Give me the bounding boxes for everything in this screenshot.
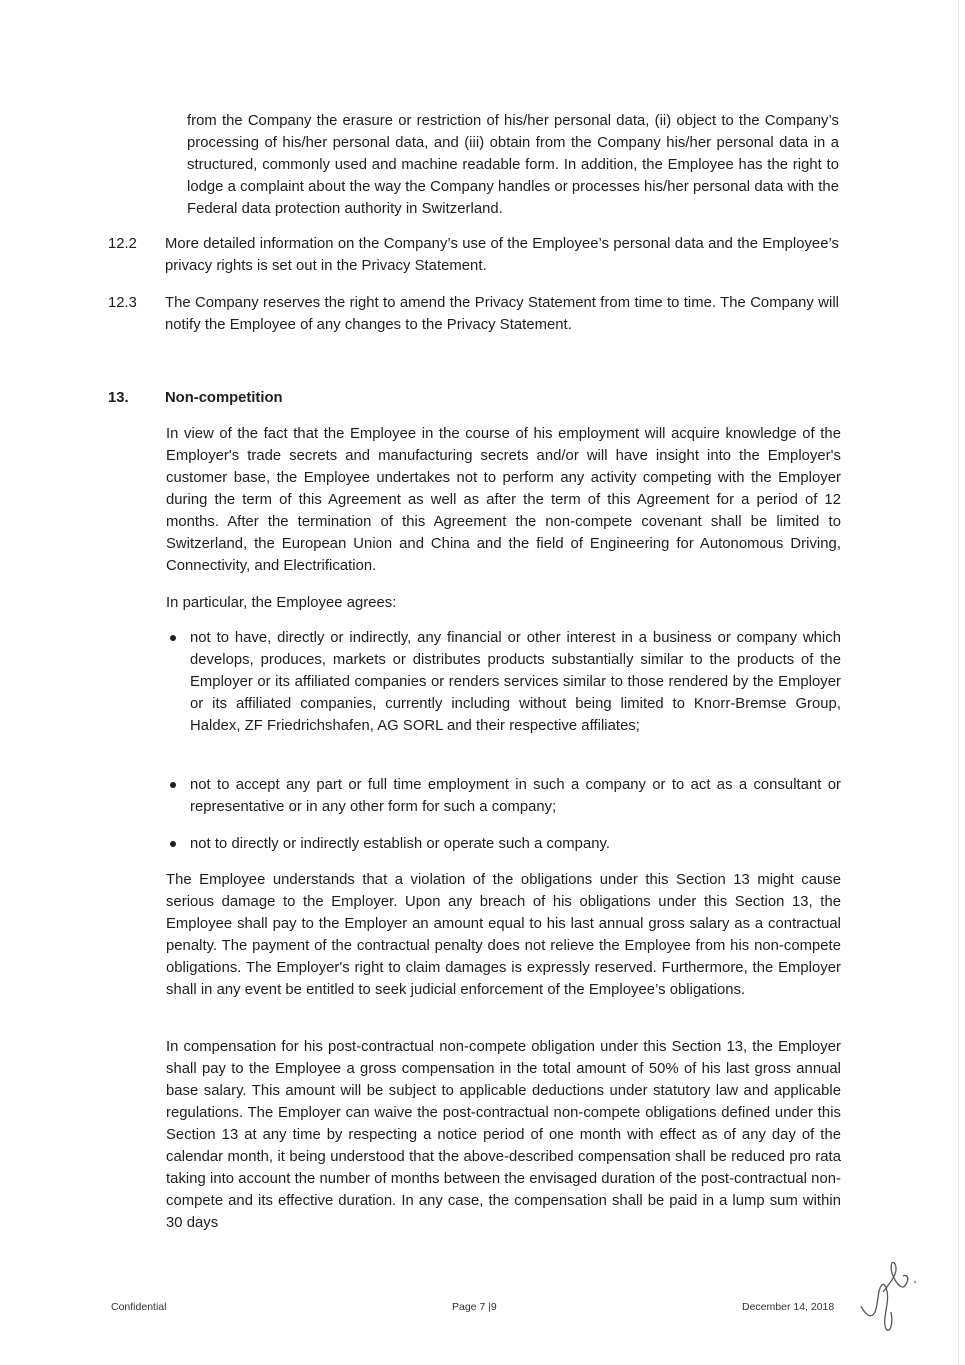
section-13-title: Non-competition [165,390,283,406]
clause-12-3-number: 12.3 [108,295,137,311]
clause-12-2-text: More detailed information on the Company’s use of the Employee’s personal data and the Employee’s privacy rights is set out in the Privacy Statement. [165,236,839,274]
section-13-intro: In view of the fact that the Employee in the course of his employment will acquire knowledge of the Employer's trade secrets and manufacturing secrets and/or will have insight into the Employer's customer base, the Employee undertakes not to perform any activity competing with the Employer during the term of this Agreement as well as after the term of this Agreement for a period of 12 months. After the termination of this Agreement the non-compete covenant shall be limited to Switzerland, the European Union and China and the field of Engineering for Autonomous Driving, Connectivity, and Electrification. [166,426,841,574]
bullet-item: not to accept any part or full time employment in such a company or to act as a consultant or representative or in any other form for such a company; [190,777,841,815]
bullet-item: not to directly or indirectly establish or operate such a company. [190,836,611,852]
footer-date: December 14, 2018 [742,1301,835,1313]
section-13-compensation: In compensation for his post-contractual non-compete obligation under this Section 13, the Employer shall pay to the Employee a gross compensation in the total amount of 50% of his last gross annual base salary. This amount will be subject to applicable deductions under statutory law and applicable regulations. The Employer can waive the post-contractual non-compete obligations defined under this Section 13 at any time by respecting a notice period of one month with effect as of any day of the calendar month, it being understood that the above-described compensation shall be reduced pro rata taking into account the number of months between the envisaged duration of the post-contractual non-compete and its effective duration. In any case, the compensation shall be paid in a lump sum within 30 days [166,1039,841,1231]
section-13-lead: In particular, the Employee agrees: [166,595,397,611]
footer-confidential: Confidential [111,1301,167,1313]
initials-signature [855,1252,925,1332]
bullet-dot [170,841,176,847]
section-13-number: 13. [108,390,129,406]
footer-page-number: Page 7 |9 [452,1301,497,1313]
clause-12-2-number: 12.2 [108,236,137,252]
bullet-item: not to have, directly or indirectly, any financial or other interest in a business or company which develops, produces, markets or distributes products substantially similar to the products of the Employer or its affiliated companies or renders services similar to those rendered by the Employer or its affiliated companies, currently including without being limited to Knorr-Bremse Group, Haldex, ZF Friedrichshafen, AG SORL and their respective affiliates; [190,630,841,734]
bullet-dot [170,782,176,788]
section-13-penalty: The Employee understands that a violation of the obligations under this Section 13 might cause serious damage to the Employer. Upon any breach of his obligations under this Section 13, the Employee shall pay to the Employer an amount equal to his last annual gross salary as a contractual penalty. The payment of the contractual penalty does not relieve the Employee from his non-compete obligations. The Employer's right to claim damages is expressly reserved. Furthermore, the Employer shall in any event be entitled to seek judicial enforcement of the Employee’s obligations. [166,872,841,998]
page-edge [958,0,959,1365]
continuation-paragraph: from the Company the erasure or restriction of his/her personal data, (ii) object to the Company’s processing of his/her personal data, and (iii) obtain from the Company his/her personal data in a structured, commonly used and machine readable form. In addition, the Employee has the right to lodge a complaint about the way the Company handles or processes his/her personal data with the Federal data protection authority in Switzerland. [187,113,839,217]
clause-12-3-text: The Company reserves the right to amend the Privacy Statement from time to time. The Company will notify the Employee of any changes to the Privacy Statement. [165,295,839,333]
bullet-dot [170,635,176,641]
